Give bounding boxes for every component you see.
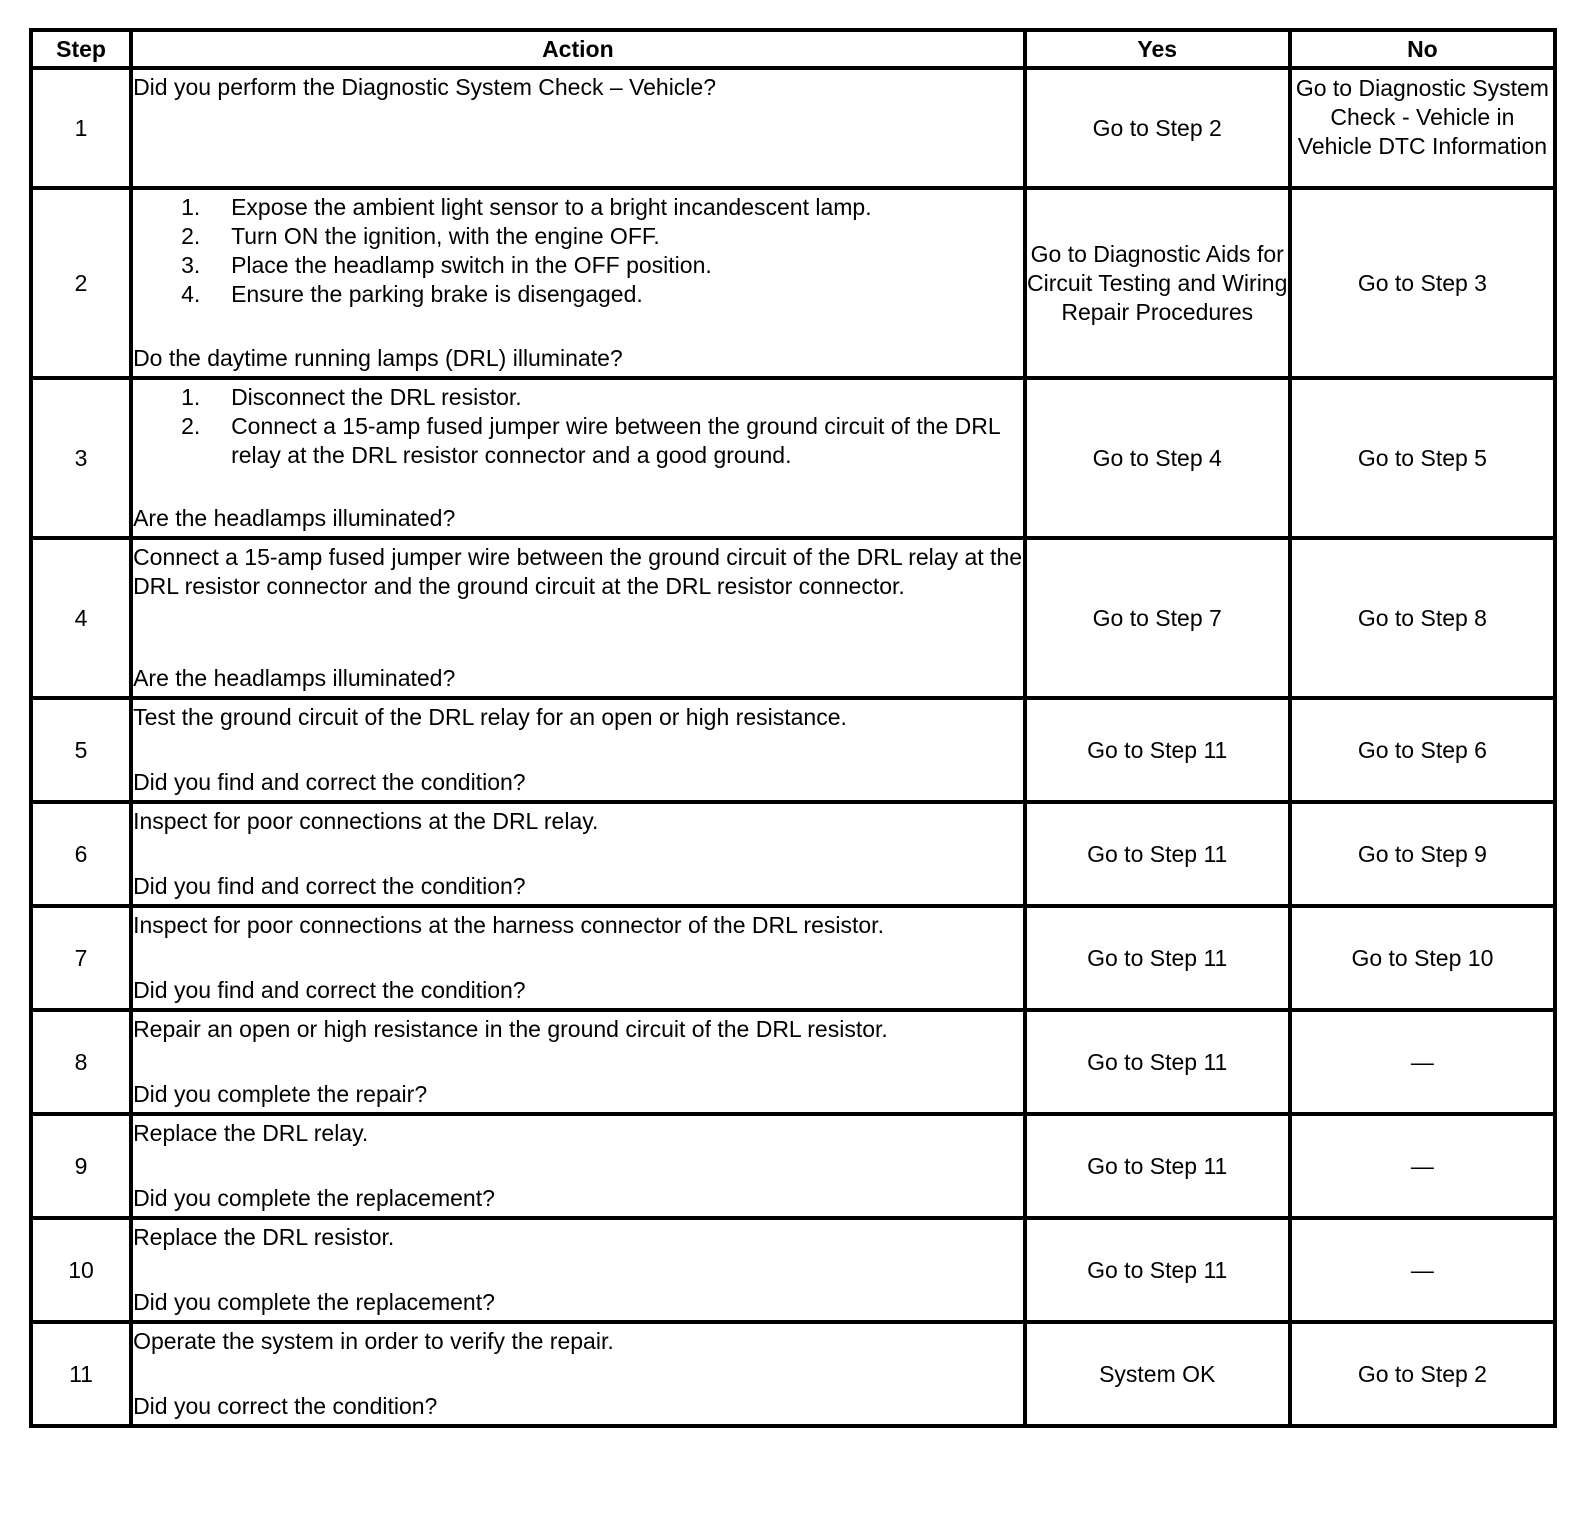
action-cell (131, 68, 1025, 188)
step-number: 11 (31, 1322, 131, 1426)
step-number: 10 (31, 1218, 131, 1322)
substep-item (181, 222, 1023, 251)
substep-item (181, 383, 1023, 412)
action-question: Do the daytime running lamps (DRL) illuminate? (133, 345, 623, 371)
substep-text: Turn ON the ignition, with the engine OFF. (231, 223, 660, 249)
step-number: 9 (31, 1114, 131, 1218)
no-result: Go to Step 5 (1290, 378, 1555, 538)
substep-text: Place the headlamp switch in the OFF position. (231, 252, 712, 278)
action-text: Replace the DRL resistor. (133, 1224, 395, 1250)
table-row (31, 538, 1555, 698)
action-cell (131, 1114, 1025, 1218)
no-result: — (1290, 1114, 1555, 1218)
table-row (31, 906, 1555, 1010)
yes-result: Go to Step 11 (1025, 1218, 1290, 1322)
yes-result: Go to Step 4 (1025, 378, 1290, 538)
no-result: Go to Step 3 (1290, 188, 1555, 378)
substep-item (181, 412, 1023, 470)
no-result: — (1290, 1010, 1555, 1114)
action-question: Did you complete the replacement? (133, 1185, 495, 1211)
action-text: Repair an open or high resistance in the ground circuit of the DRL resistor. (133, 1016, 888, 1042)
action-instructions (133, 807, 1023, 836)
action-question: Did you correct the condition? (133, 1393, 438, 1419)
action-substeps (133, 383, 1023, 470)
action-instructions (133, 73, 1023, 102)
header-no: No (1290, 30, 1555, 68)
step-number: 1 (31, 68, 131, 188)
yes-result: System OK (1025, 1322, 1290, 1426)
action-question: Are the headlamps illuminated? (133, 505, 456, 531)
action-cell (131, 802, 1025, 906)
action-cell (131, 1218, 1025, 1322)
header-yes: Yes (1025, 30, 1290, 68)
step-number: 6 (31, 802, 131, 906)
action-text: Test the ground circuit of the DRL relay for an open or high resistance. (133, 704, 847, 730)
step-number: 7 (31, 906, 131, 1010)
no-result: — (1290, 1218, 1555, 1322)
step-number: 4 (31, 538, 131, 698)
yes-result: Go to Step 11 (1025, 1114, 1290, 1218)
substep-number: 3. (181, 252, 201, 278)
yes-result: Go to Step 2 (1025, 68, 1290, 188)
action-instructions (133, 1015, 1023, 1044)
header-row (31, 30, 1555, 68)
action-text: Connect a 15-amp fused jumper wire between the ground circuit of the DRL relay at the DRL resistor connector and the ground circuit at the DRL resistor connector. (133, 544, 1023, 599)
step-number: 2 (31, 188, 131, 378)
yes-result: Go to Diagnostic Aids for Circuit Testing and Wiring Repair Procedures (1025, 188, 1290, 378)
yes-result: Go to Step 11 (1025, 906, 1290, 1010)
no-result: Go to Step 8 (1290, 538, 1555, 698)
step-number: 5 (31, 698, 131, 802)
table-row (31, 68, 1555, 188)
action-question: Are the headlamps illuminated? (133, 665, 456, 691)
substep-number: 1. (181, 194, 201, 220)
no-result: Go to Step 10 (1290, 906, 1555, 1010)
substep-text: Expose the ambient light sensor to a bright incandescent lamp. (231, 194, 872, 220)
action-text: Inspect for poor connections at the DRL relay. (133, 808, 599, 834)
substep-number: 2. (181, 223, 201, 249)
action-instructions (133, 1223, 1023, 1252)
action-text: Replace the DRL relay. (133, 1120, 369, 1146)
action-instructions (133, 1327, 1023, 1356)
yes-result: Go to Step 11 (1025, 802, 1290, 906)
no-result: Go to Step 6 (1290, 698, 1555, 802)
substep-item (181, 280, 1023, 309)
action-text: Operate the system in order to verify the repair. (133, 1328, 614, 1354)
substep-text: Connect a 15-amp fused jumper wire between the ground circuit of the DRL relay at the DRL resistor connector and a good ground. (231, 413, 1000, 468)
table-row (31, 698, 1555, 802)
table-row (31, 378, 1555, 538)
action-cell (131, 1322, 1025, 1426)
action-instructions (133, 543, 1023, 601)
substep-number: 2. (181, 413, 201, 439)
no-result: Go to Diagnostic System Check - Vehicle in Vehicle DTC Information (1290, 68, 1555, 188)
table-row (31, 1010, 1555, 1114)
action-cell (131, 188, 1025, 378)
diagnostic-table (29, 28, 1557, 1428)
action-instructions (133, 193, 1023, 309)
substep-item (181, 193, 1023, 222)
action-instructions (133, 911, 1023, 940)
action-cell (131, 1010, 1025, 1114)
action-cell (131, 906, 1025, 1010)
action-cell (131, 538, 1025, 698)
no-result: Go to Step 2 (1290, 1322, 1555, 1426)
substep-number: 1. (181, 384, 201, 410)
action-question: Did you find and correct the condition? (133, 977, 526, 1003)
table-row (31, 1114, 1555, 1218)
substep-text: Disconnect the DRL resistor. (231, 384, 522, 410)
table-row (31, 188, 1555, 378)
step-number: 8 (31, 1010, 131, 1114)
action-text: Inspect for poor connections at the harness connector of the DRL resistor. (133, 912, 884, 938)
substep-text: Ensure the parking brake is disengaged. (231, 281, 643, 307)
no-result: Go to Step 9 (1290, 802, 1555, 906)
action-cell (131, 378, 1025, 538)
action-question: Did you complete the replacement? (133, 1289, 495, 1315)
step-number: 3 (31, 378, 131, 538)
action-instructions (133, 383, 1023, 470)
yes-result: Go to Step 11 (1025, 1010, 1290, 1114)
yes-result: Go to Step 7 (1025, 538, 1290, 698)
header-step: Step (31, 30, 131, 68)
yes-result: Go to Step 11 (1025, 698, 1290, 802)
action-cell (131, 698, 1025, 802)
action-question: Did you complete the repair? (133, 1081, 428, 1107)
table-row (31, 1218, 1555, 1322)
action-instructions (133, 1119, 1023, 1148)
action-substeps (133, 193, 1023, 309)
header-action: Action (131, 30, 1025, 68)
action-instructions (133, 703, 1023, 732)
substep-item (181, 251, 1023, 280)
substep-number: 4. (181, 281, 201, 307)
table-row (31, 1322, 1555, 1426)
action-question: Did you find and correct the condition? (133, 769, 526, 795)
table-body (31, 68, 1555, 1426)
table-row (31, 802, 1555, 906)
action-question: Did you find and correct the condition? (133, 873, 526, 899)
action-text: Did you perform the Diagnostic System Check – Vehicle? (133, 74, 717, 100)
